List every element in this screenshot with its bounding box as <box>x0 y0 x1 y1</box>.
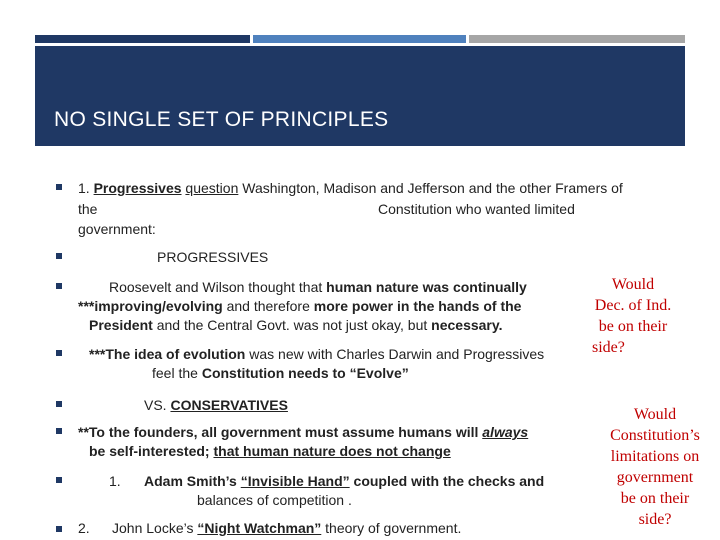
bullet-square-icon <box>56 428 62 434</box>
bullet-square-icon <box>56 184 62 190</box>
always-term: always <box>482 424 529 440</box>
question-term: question <box>185 180 239 196</box>
side-note-line: be on their <box>620 490 690 507</box>
constitution-evolve-term: Constitution needs to “Evolve” <box>201 365 409 381</box>
bullet-6-line-2 <box>89 441 451 461</box>
bullet-3-text: and therefore <box>226 298 310 314</box>
adam-smith-label: Adam Smith’s <box>144 473 237 489</box>
side-note-line: Constitution’s <box>610 427 700 444</box>
bullet-1-text: Washington, Madison and Jefferson and the other Framers of <box>242 180 623 196</box>
bullet-square-icon <box>56 401 62 407</box>
bullet-1-government: government: <box>78 221 156 237</box>
bullet-square-icon <box>56 253 62 259</box>
side-note-line: side? <box>592 339 625 356</box>
checks-text: coupled with the checks and <box>353 473 545 489</box>
night-watchman-term: “Night Watchman” <box>197 520 322 536</box>
side-note-line: government <box>616 469 694 486</box>
vs-label: VS. <box>144 397 167 413</box>
bullet-1-number: 1. <box>78 180 90 196</box>
bullet-8-number: 2. <box>78 520 90 536</box>
accent-stripe-blue <box>253 35 466 43</box>
title-banner <box>35 46 685 146</box>
bullet-square-icon <box>56 477 62 483</box>
bullet-3-line-1 <box>109 277 527 297</box>
bullet-square-icon <box>56 283 62 289</box>
founders-text: **To the founders, all government must assume humans will <box>78 424 479 440</box>
bullet-7-number: 1. <box>109 473 121 489</box>
bullet-3-text: and the Central Govt. was not just okay, but <box>156 317 428 333</box>
side-note-line: be on their <box>598 318 668 335</box>
bullet-4-text: was new with Charles Darwin and Progressives <box>249 346 545 362</box>
bullet-square-icon <box>56 350 62 356</box>
bullet-4-line-1 <box>89 344 544 364</box>
side-note-line: side? <box>638 511 672 528</box>
slide-title: NO SINGLE SET OF PRINCIPLES <box>54 108 389 131</box>
evolution-term: ***The idea of evolution <box>89 346 246 362</box>
accent-stripe-dark <box>35 35 250 43</box>
conservatives-heading: CONSERVATIVES <box>170 397 288 413</box>
more-power-term: more power in the hands of the <box>313 298 522 314</box>
side-note-line: Would <box>611 276 655 293</box>
bullet-1-line-1 <box>78 178 623 198</box>
side-note-constitution <box>600 404 710 530</box>
bullet-3-text: Roosevelt and Wilson thought that <box>109 279 323 295</box>
side-note-line: Would <box>633 406 677 423</box>
bullet-1-constitution: Constitution who wanted limited <box>378 201 575 217</box>
improving-term: ***improving/evolving <box>78 298 223 314</box>
bullet-3-line-2 <box>78 296 521 316</box>
bullet-3-line-3 <box>89 315 503 335</box>
progressives-term: Progressives <box>93 180 182 196</box>
bullet-4-text: feel the <box>152 365 198 381</box>
john-locke-label: John Locke’s <box>112 520 194 536</box>
bullet-7-line-2: balances of competition . <box>197 492 352 508</box>
president-term: President <box>89 317 153 333</box>
bullet-square-icon <box>56 526 62 532</box>
invisible-hand-term: “Invisible Hand” <box>240 473 350 489</box>
side-note-declaration <box>592 274 674 358</box>
bullet-8-text: theory of government. <box>325 520 462 536</box>
self-interested-term: be self-interested; <box>89 443 210 459</box>
side-note-line: limitations on <box>610 448 700 465</box>
bullet-8-line <box>112 518 461 538</box>
bullet-5-line <box>144 395 288 415</box>
side-note-line: Dec. of Ind. <box>594 297 672 314</box>
bullet-4-line-2 <box>152 363 409 383</box>
accent-stripe-gray <box>469 35 685 43</box>
human-nature-term: human nature was continually <box>326 279 527 295</box>
necessary-term: necessary. <box>431 317 503 333</box>
human-nature-unchanged-term: that human nature does not change <box>213 443 451 459</box>
progressives-heading: PROGRESSIVES <box>157 249 269 265</box>
bullet-7-line-1 <box>144 471 544 491</box>
bullet-1-the: the <box>78 201 98 217</box>
bullet-6-line-1 <box>78 422 528 442</box>
